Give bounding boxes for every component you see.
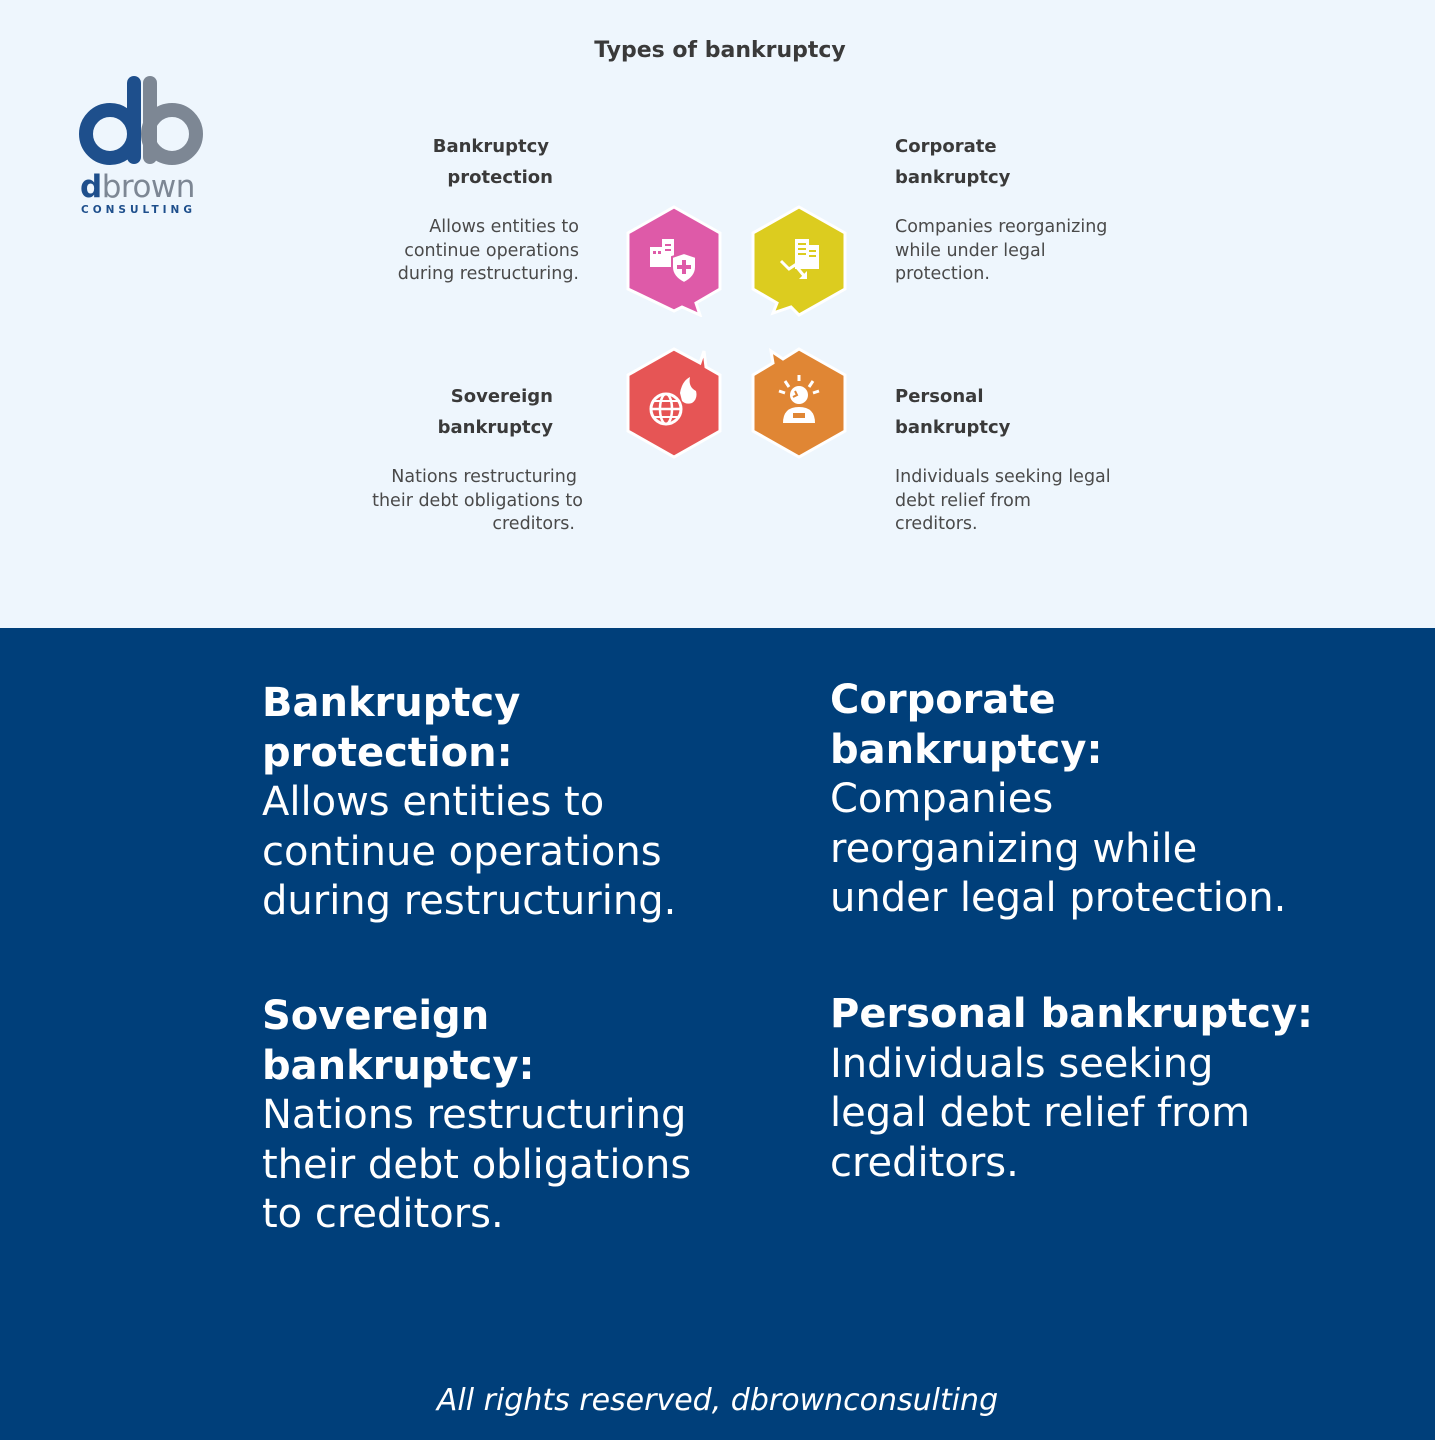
item-label-sovereign-bankruptcy	[400, 381, 553, 443]
hex-personal-bankruptcy	[749, 347, 849, 459]
summary-line: legal debt relief from	[830, 1090, 1251, 1136]
desc-line: Nations restructuring	[391, 467, 577, 487]
logo-word-d: d	[80, 169, 102, 205]
logo-wordmark	[80, 170, 195, 204]
summary-corporate-bankruptcy	[830, 676, 1390, 924]
desc-line: while under legal	[895, 240, 1046, 261]
summary-line: during restructuring.	[262, 878, 677, 924]
summary-sovereign-bankruptcy	[262, 992, 762, 1240]
summary-personal-bankruptcy	[830, 990, 1390, 1188]
desc-line: their debt obligations to	[372, 490, 583, 511]
logo-word-rest: brown	[101, 169, 195, 205]
summary-bankruptcy-protection	[262, 679, 762, 927]
hex-corporate-bankruptcy	[749, 205, 849, 317]
hex-bankruptcy-protection	[624, 205, 724, 317]
summary-line: Individuals seeking	[830, 1040, 1214, 1087]
item-label-personal-bankruptcy	[895, 381, 1095, 443]
desc-line: Companies reorganizing	[895, 217, 1108, 237]
item-desc-corporate-bankruptcy	[895, 216, 1135, 287]
desc-line: Individuals seeking legal	[895, 467, 1111, 487]
summary-line: Companies	[830, 776, 1054, 822]
label-line: bankruptcy	[437, 417, 553, 438]
summary-line: under legal protection.	[830, 875, 1287, 921]
summary-heading: Personal bankruptcy:	[830, 991, 1314, 1037]
page-title: Types of bankruptcy	[594, 38, 846, 63]
label-line: Corporate	[895, 136, 997, 157]
label-line: bankruptcy	[895, 417, 1011, 438]
summary-line: to creditors.	[262, 1191, 504, 1237]
summary-heading: bankruptcy:	[830, 726, 1103, 773]
db-monogram-icon	[78, 72, 204, 172]
summary-line: reorganizing while	[830, 825, 1198, 872]
summary-line: Allows entities to	[262, 779, 605, 825]
item-label-corporate-bankruptcy	[895, 131, 1095, 193]
label-line: bankruptcy	[895, 167, 1011, 188]
desc-line: debt relief from	[895, 490, 1031, 511]
desc-line: during restructuring.	[397, 264, 579, 284]
label-line: Sovereign	[450, 386, 553, 407]
desc-line: creditors.	[492, 514, 575, 534]
hex-sovereign-bankruptcy	[624, 347, 724, 459]
label-line: Bankruptcy	[432, 136, 549, 157]
item-desc-sovereign-bankruptcy	[340, 466, 583, 537]
desc-line: protection.	[895, 264, 990, 284]
logo-subtitle: CONSULTING	[81, 204, 196, 216]
summary-heading: Sovereign bankruptcy:	[262, 993, 535, 1089]
footer-copyright: All rights reserved, dbrownconsulting	[436, 1383, 999, 1418]
summary-heading: Bankruptcy protection:	[262, 680, 521, 776]
summary-heading: Corporate	[830, 677, 1056, 723]
summary-line: their debt obligations	[262, 1141, 692, 1188]
desc-line: Allows entities to	[429, 217, 579, 237]
item-label-bankruptcy-protection	[400, 131, 553, 193]
item-desc-personal-bankruptcy	[895, 466, 1135, 537]
item-desc-bankruptcy-protection	[360, 216, 579, 287]
label-line: protection	[447, 167, 553, 188]
desc-line: creditors.	[895, 514, 978, 534]
summary-line: creditors.	[830, 1139, 1019, 1186]
desc-line: continue operations	[404, 240, 579, 261]
summary-line: Nations restructuring	[262, 1092, 687, 1138]
summary-line: continue operations	[262, 828, 662, 875]
label-line: Personal	[895, 386, 984, 407]
